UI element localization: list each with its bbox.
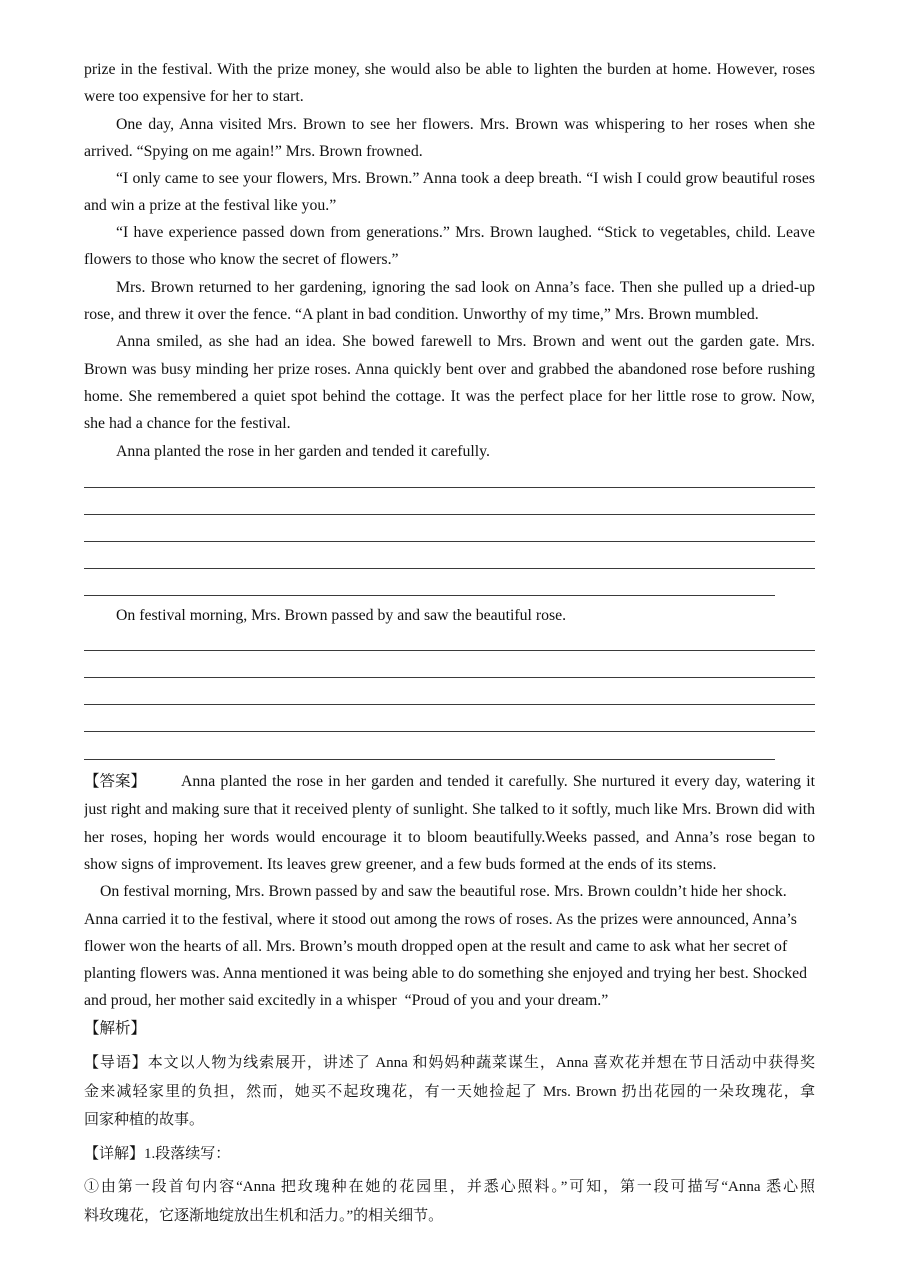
continuation-opening-1: Anna planted the rose in her garden and tended it carefully. bbox=[116, 443, 491, 460]
writing-line bbox=[84, 704, 815, 705]
story-line: rose, and threw it over the fence. “A plant in bad condition. Unworthy of my time,” Mrs. Brown mumbled. bbox=[84, 306, 759, 323]
analysis-label: 【解析】 bbox=[84, 1020, 147, 1037]
story-line: One day, Anna visited Mrs. Brown to see her flowers. Mrs. Brown was whispering to her roses when she bbox=[116, 116, 815, 133]
analysis-line: 回家种植的故事。 bbox=[84, 1112, 205, 1128]
writing-line bbox=[84, 595, 775, 596]
writing-line bbox=[84, 650, 815, 651]
story-line: and win a prize at the festival like you.” bbox=[84, 197, 337, 214]
writing-line bbox=[84, 677, 815, 678]
continuation-opening-2: On festival morning, Mrs. Brown passed by and saw the beautiful rose. bbox=[116, 607, 567, 624]
writing-line bbox=[84, 487, 815, 488]
answer-line: planting flowers was. Anna mentioned it was being able to do something she enjoyed and trying her best. Shocked bbox=[84, 965, 808, 982]
answer-line: and proud, her mother said excitedly in a whisper “Proud of you and your dream.” bbox=[84, 992, 609, 1009]
writing-line bbox=[84, 541, 815, 542]
writing-line bbox=[84, 514, 815, 515]
story-line: arrived. “Spying on me again!” Mrs. Brown frowned. bbox=[84, 143, 423, 160]
analysis-line: 【详解】1.段落续写： bbox=[84, 1146, 231, 1162]
story-line: “I only came to see your flowers, Mrs. Brown.” Anna took a deep breath. “I wish I could grow beautiful roses bbox=[116, 170, 815, 187]
writing-line bbox=[84, 731, 815, 732]
analysis-line: 料玫瑰花，它逐渐地绽放出生机和活力。”的相关细节。 bbox=[84, 1208, 444, 1224]
story-line: prize in the festival. With the prize money, she would also be able to lighten the burden at home. However, roses bbox=[84, 61, 815, 78]
answer-line: her roses, hoping her words would encourage it to bloom beautifully.Weeks passed, and Anna’s rose began to bbox=[84, 829, 815, 846]
analysis-line: 金来减轻家里的负担，然而，她买不起玫瑰花，有一天她捡起了 Mrs. Brown 扔出花园的一朵玫瑰花，拿 bbox=[84, 1084, 815, 1100]
answer-label: 【答案】 bbox=[84, 773, 147, 790]
story-line: she had a chance for the festival. bbox=[84, 415, 291, 432]
answer-line: Anna planted the rose in her garden and tended it carefully. She nurtured it every day, watering it bbox=[181, 773, 815, 790]
writing-line bbox=[84, 568, 815, 569]
story-line: Mrs. Brown returned to her gardening, ignoring the sad look on Anna’s face. Then she pulled up a dried-up bbox=[116, 279, 815, 296]
analysis-line: 【导语】本文以人物为线索展开，讲述了 Anna 和妈妈种蔬菜谋生，Anna 喜欢花并想在节日活动中获得奖 bbox=[84, 1055, 815, 1071]
answer-line: Anna carried it to the festival, where it stood out among the rows of roses. As the prizes were announced, Anna’s bbox=[84, 911, 797, 928]
story-line: home. She remembered a quiet spot behind the cottage. It was the perfect place for her little rose to grow. Now, bbox=[84, 388, 815, 405]
story-line: flowers to those who know the secret of flowers.” bbox=[84, 251, 399, 268]
story-line: were too expensive for her to start. bbox=[84, 88, 304, 105]
analysis-line: ①由第一段首句内容“Anna 把玫瑰种在她的花园里，并悉心照料。”可知，第一段可描写“Anna 悉心照 bbox=[84, 1179, 815, 1195]
answer-line: On festival morning, Mrs. Brown passed by and saw the beautiful rose. Mrs. Brown couldn’t hide her shock. bbox=[100, 883, 787, 900]
story-line: Brown was busy minding her prize roses. Anna quickly bent over and grabbed the abandoned rose before rushing bbox=[84, 361, 815, 378]
answer-line: show signs of improvement. Its leaves grew greener, and a few buds formed at the ends of its stems. bbox=[84, 856, 717, 873]
answer-line: just right and making sure that it received plenty of sunlight. She talked to it softly, much like Mrs. Brown did with bbox=[84, 801, 815, 818]
story-line: “I have experience passed down from generations.” Mrs. Brown laughed. “Stick to vegetables, child. Leave bbox=[116, 224, 815, 241]
story-line: Anna smiled, as she had an idea. She bowed farewell to Mrs. Brown and went out the garden gate. Mrs. bbox=[116, 333, 815, 350]
writing-line bbox=[84, 759, 775, 760]
answer-line: flower won the hearts of all. Mrs. Brown’s mouth dropped open at the result and came to ask what her secret of bbox=[84, 938, 788, 955]
